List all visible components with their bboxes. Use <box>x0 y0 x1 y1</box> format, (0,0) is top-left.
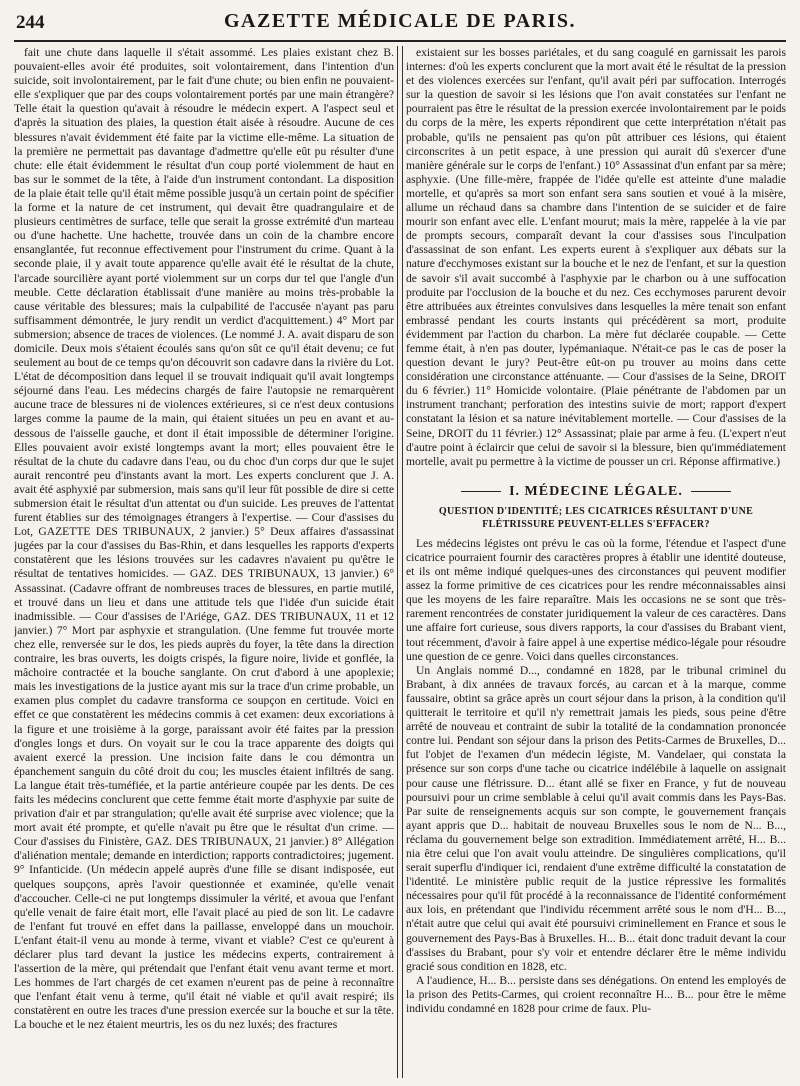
section-heading <box>406 485 786 499</box>
heading-rule-right <box>691 491 731 492</box>
journal-title: GAZETTE MÉDICALE DE PARIS. <box>223 10 577 32</box>
section-title: I. MÉDECINE LÉGALE. <box>509 483 683 499</box>
page-number: 244 <box>16 12 45 33</box>
article-columns <box>14 46 786 1078</box>
right-column <box>406 46 786 1078</box>
page-header <box>14 6 786 42</box>
column-divider <box>397 46 403 1078</box>
paragraph: Les médecins légistes ont prévu le cas où la forme, l'étendue et l'aspect d'une cicatrice pourraient fournir des caractères propres à établir une identité douteuse, et ils ont même indiqué quelques-unes des circonstances qui peuvent modifier assez la forme primitive de ces cicatrices pour les rendre méconnaissables ainsi que les moyens de les faire reparaître. Mais les occasions ne se sont que très-rarement rencontrées de constater juridiquement la valeur de ces caractères. Dans une affaire fort curieuse, sous divers rapports, la cour d'assises du Brabant vient, tout récemment, d'avoir à faire appel à une expertise médico-légale pour résoudre une question de ce genre. Voici dans quelles circonstances. <box>405 536 787 663</box>
left-column-text: fait une chute dans laquelle il s'était assommé. Les plaies existant chez B. pouvaient-elles avoir été produites, soit volontairement, dans l'intention d'un suicide, soit involontairement, par le fait d'une chute; ou bien enfin ne pouvaient-elle s'expliquer que par des coups volontairement portés par une main étrangère? Telle était la question qu'avait à résoudre le médecin expert. A l'aspect seul et d'après la situation des plaies, la question était aisée à résoudre. Aucune de ces blessures n'avait évidemment été faite par la victime elle-même. La situation de la première ne permettait pas davantage d'admettre qu'elle eût pu résulter d'une chute: elle était évidemment le résultat d'un coup porté violemment de haut en bas sur le sommet de la tête, à l'aide d'un instrument contondant. La disposition de la plaie était telle qu'il était même possible jusqu'à un certain point de spécifier la forme et la nature de cet instrument, qui devait être quadrangulaire et de plusieurs centimètres de surface, telle que serait la grosse extrémité d'un marteau ou d'une hachette. Une hachette, trouvée dans un coin de la chambre encore ensanglantée, fut reconnue effectivement pour l'instrument du crime. Quant à la seconde plaie, il y avait toute apparence qu'elle avait été le résultat de la chute, l'arcade sourcilière ayant porté violemment sur un corps dur tel que l'angle d'un meuble. Cette déclaration établissait d'une manière au moins très-probable la cause véritable des blessures; mais la culpabilité de l'accusée n'ayant pas paru suffisamment démontrée, le jury rendit un verdict d'acquittement.) 4° Mort par submersion; absence de traces de violences. (Le nommé J. A. avait disparu de son domicile. Deux mois s'étaient écoulés sans qu'on sût ce qu'il était devenu; ce fut seulement au bout de ce temps qu'on découvrit son cadavre dans la rivière du Lot. L'état de décomposition dans lequel il se trouvait indiquait qu'il avait longtemps séjourné dans l'eau. Les médecins chargés de faire l'autopsie ne remarquèrent aucune trace de blessures ni de violences extérieures, si ce n'est deux contusions larges comme la paume de la main, qui étaient situées un peu en avant et au-dessous de l'aisselle gauche, et dont il était impossible de déterminer l'origine. Elles pouvaient avoir existé longtemps avant la mort; elles pouvaient être le résultat de la chute du cadavre dans l'eau, ou du choc d'un corps dur que le sujet aurait rencontré peu d'instants avant la mort. Les experts conclurent que J. A. avait été asphyxié par submersion, mais sans qu'il leur fût possible de dire si cette submersion était le résultat d'un attentat ou d'un suicide. Les preuves de l'attentat furent établies sur des témoignages étrangers à l'expertise. — Cour d'assises du Lot, GAZETTE DES TRIBUNAUX, 2 janvier.) 5° Deux affaires d'assassinat jugées par la cour d'assises du Bas-Rhin, et dans lesquelles les rapports d'experts constatèrent que les lésions trouvées sur les cadavres n'avaient pu qu'être le résultat de tentatives homicides. — GAZ. DES TRIBUNAUX, 13 janvier.) 6° Assassinat. (Cadavre offrant de nombreuses traces de blessures, en partie mutilé, et trouvé dans un lieu et dans une attitude tels que l'idée d'un suicide était inadmissible. — Cour d'assises de l'Ariége, GAZ. DES TRIBUNAUX, 11 et 12 janvier.) 7° Mort par asphyxie et strangulation. (Une femme fut trouvée morte chez elle, renversée sur le dos, les pieds auprès du foyer, la tête dans la direction contraire, les bras ouverts, les doigts crispés, la figure noire, livide et gonflée, la mâchoire contractée et la bouche sanglante. On crut d'abord à une apoplexie; mais les investigations de la justice ayant mis sur la trace d'un crime probable, un examen plus complet du cadavre transforma ce soupçon en certitude. Voici en effet ce que constatèrent les médecins commis à cet examen: deux excoriations à la figure et une troisième à la gorge, paraissant avoir été faites par la pression d'ongles longs et durs. On voyait sur le cou la trace apparente des doigts qui avaient exercé la pression. Une incision faite dans le cou démontra un épanchement sanguin du côté droit du cou; les muscles étaient infiltrés de sang. La langue était très-tuméfiée, et la partie antérieure coupée par les dents. De ces faits les médecins conclurent que cette femme était morte d'asphyxie par suite de privation d'air et par strangulation; qu'elle avait été surprise avec violence; que la mort avait été prompte, et qu'elle n'avait pu être que le résultat d'un crime. — Cour d'assises du Finistère, GAZ. DES TRIBUNAUX, 21 janvier.) 8° Allégation d'aliénation mentale; demande en interdiction; rapports contradictoires; jugement. 9° Infanticide. (Un médecin appelé auprès d'une fille se disant indisposée, eut quelques soupçons, après l'avoir questionnée et examinée, qu'elle venait d'accoucher. Celle-ci ne put longtemps dissimuler la vérité, et avoua que l'enfant qu'elle venait de faire était mort, elle l'avait placé au pied de son lit. Le cadavre de l'enfant fut trouvé en effet dans la paillasse, enveloppé dans un mouchoir. L'enfant était-il venu au monde à terme, vivant et viable? C'est ce qu'eurent à déclarer plus tard devant la justice les médecins experts, contrairement à l'assertion de la mère, qui prétendait que l'enfant était venu avant terme et mort. Les hommes de l'art chargés de cet examen n'eurent pas de peine à reconnaître que l'enfant était venu à terme, qu'il était né viable et qu'il avait respiré; ils constatèrent en outre les traces d'une pression exercée sur la bouche et sur la tête. La bouche et le nez étaient meurtris, les os du nez luxés; des fractures <box>14 46 395 1032</box>
right-column-top-text: existaient sur les bosses pariétales, et du sang coagulé en garnissait les parois internes: d'où les experts conclurent que la mort avait été le résultat de la pression et des violences exercées sur l'enfant, qu'il avait péri par suffocation. Interrogés sur la question de savoir si les lésions que l'on avait constatées sur l'enfant ne pourraient pas être le résultat de la pression exercée involontairement par le poids du corps de la mère, les experts répondirent que cette interprétation n'était pas probable, qu'ils ne pensaient pas qu'on pût attribuer ces lésions, qui étaient circonscrites à un petit espace, à une pression qui aurait dû s'exercer d'une manière générale sur le corps de l'enfant.) 10° Assassinat d'un enfant par sa mère; asphyxie. (Une fille-mère, frappée de l'idée qu'elle est atteinte d'une maladie mortelle, et qu'après sa mort son enfant sera sans soutien et voué à la misère, allume un réchaud dans sa chambre dans l'intention de se suicider et de faire mourir son enfant avec elle. L'enfant mourut; mais la mère, rappelée à la vie par de prompts secours, comparaît devant la cour d'assises sous l'inculpation d'assassinat de son enfant. Les experts eurent à s'expliquer aux débats sur la nature d'ecchymoses existant sur la bouche et le nez de l'enfant, et sur la question de savoir s'il avait succombé à l'asphyxie par le charbon ou à une suffocation produite par l'occlusion de la bouche et du nez. Ces ecchymoses parurent devoir être attribuées aux étreintes convulsives dans lesquelles la mère tenait son enfant embrassé pendant les courts instants qui précédèrent sa mort, produite évidemment par l'action du charbon. La mère fut déclarée coupable. — Cette femme était, à n'en pas douter, lypémaniaque. N'était-ce pas le cas de poser la question devant le jury? Peut-être eût-on pu trouver au moins dans cette considération une circonstance atténuante. — Cour d'assises de la Seine, DROIT du 6 février.) 11° Homicide volontaire. (Plaie pénétrante de l'abdomen par un instrument tranchant; perforation des intestins suivie de mort; rapport d'expert constatant la lésion et sa nature inévitablement mortelle. — Cour d'assises de la Seine, DROIT du 11 février.) 12° Assassinat; plaie par arme à feu. (L'expert n'eut d'autre point à éclaircir que celui de savoir si la blessure, bien qu'immédiatement mortelle, avait pu permettre à la victime de pousser un cri. Réponse affirmative.) <box>405 46 787 468</box>
left-column <box>14 46 394 1078</box>
paragraph: Un Anglais nommé D..., condamné en 1828, par le tribunal criminel du Brabant, à dix années de travaux forcés, au carcan et à la marque, comme faussaire, obtint sa grâce après un court séjour dans la prison, à la condition qu'il quitterait le territoire et qu'il n'y remettrait jamais les pieds, sous peine d'être arrêté de nouveau et contraint de subir la totalité de la condamnation prononcée contre lui. Pendant son séjour dans la prison des Petits-Carmes de Bruxelles, D... fut l'objet de l'examen d'un médecin légiste, M. Vandelaer, qui constata la présence sur son corps d'une tache ou cicatrice indélébile à laquelle on assignait pour cause une flétrissure. D... étant allé se fixer en France, y fut de nouveau poursuivi pour un crime semblable à celui qu'il avait commis dans les Pays-Bas. Par suite de renseignements acquis sur son compte, le gouvernement français ayant appris que D... habitait de nouveau Bruxelles sous le nom de N... B..., réclama du gouvernement belge son extradition. Immédiatement arrêté, H... B... nia être celui que l'on avait voulu atteindre. De singulières complications, qu'il serait superflu d'indiquer ici, rendaient d'une extrême difficulté la constatation de l'identité. Le ministère public requit de la justice répressive les formalités nécessaires pour qu'il fût procédé à la reconnaissance de l'identité conformément aux lois, en prétendant que l'individu récemment arrêté sous le nom d'H... B..., n'était autre que celui qui avait été poursuivi criminellement en France et sous le gouvernement des Pays-Bas à Bruxelles. H... B... était donc traduit devant la cour d'assises du Brabant, pour s'y voir et entendre déclarer être le même individu gracié sous condition en 1828, etc. <box>405 663 787 973</box>
heading-rule-left <box>461 491 501 492</box>
paragraph: A l'audience, H... B... persiste dans ses dénégations. On entend les employés de la prison des Petits-Carmes, qui croient reconnaître H... B... pour être le même individu condamné en 1828 pour crime de faux. Plu- <box>405 973 787 1015</box>
section-subtitle: QUESTION D'IDENTITÉ; LES CICATRICES RÉSULTANT D'UNE FLÉTRISSURE PEUVENT-ELLES S'EFFACER? <box>438 505 754 530</box>
